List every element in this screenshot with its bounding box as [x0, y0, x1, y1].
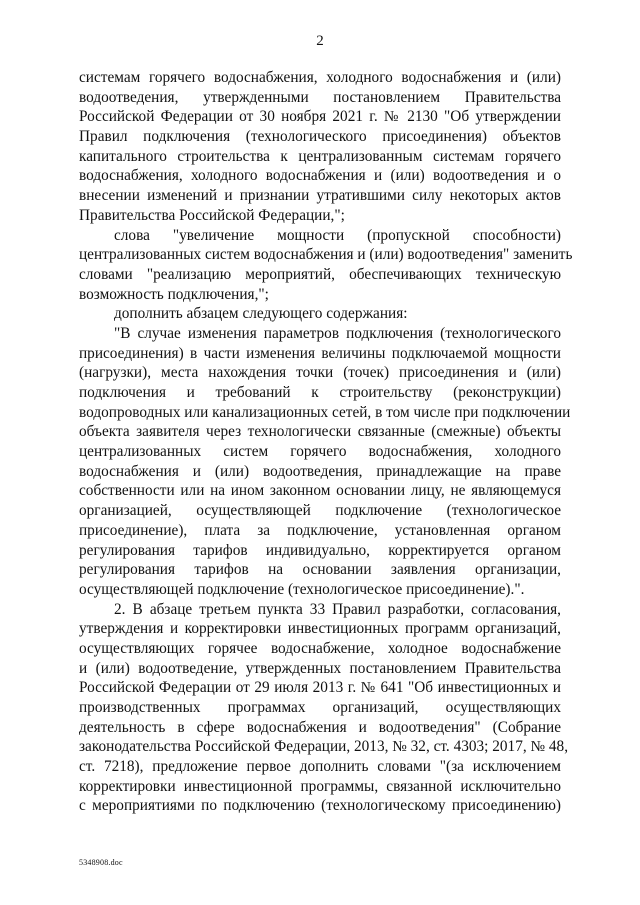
page-number: 2 — [316, 33, 324, 49]
text-line: объекта заявителя через технологически связанные (смежные) объекты — [79, 423, 561, 441]
text-line: дополнить абзацем следующего содержания: — [114, 305, 408, 323]
text-line: присоединение), плата за подключение, установленная органом — [79, 521, 561, 539]
text-line: Российской Федерации от 30 ноября 2021 г. № 2130 "Об утверждении — [79, 108, 561, 126]
footer-file-code: 5348908.doc — [79, 858, 123, 867]
text-line: возможность подключения,"; — [79, 285, 269, 303]
text-line: Российской Федерации от 29 июля 2013 г. № 641 "Об инвестиционных и — [79, 679, 561, 697]
text-line: водоснабжения, холодного водоснабжения и (или) водоотведения и о — [79, 167, 561, 185]
text-line: осуществляющей подключение (технологическое присоединение).". — [79, 580, 525, 598]
text-line: 2. В абзаце третьем пункта 33 Правил разработки, согласования, — [114, 600, 561, 618]
text-line: организацией, осуществляющей подключение (технологическое — [79, 502, 561, 520]
text-line: с мероприятиями по подключению (технологическому присоединению) — [79, 797, 561, 815]
text-line: внесении изменений и признании утратившими силу некоторых актов — [79, 187, 561, 205]
text-line: регулирования тарифов индивидуально, корректируется органом — [79, 541, 561, 559]
text-line: водоснабжения и (или) водоотведения, принадлежащие на праве — [79, 462, 561, 480]
text-line: системам горячего водоснабжения, холодного водоснабжения и (или) — [79, 69, 561, 86]
text-line: "В случае изменения параметров подключения (технологического — [114, 324, 561, 342]
text-line: капитального строительства к централизованным системам горячего — [79, 147, 561, 165]
text-line: Правил подключения (технологического присоединения) объектов — [79, 128, 561, 146]
text-line: водопроводных или канализационных сетей, в том числе при подключении — [79, 403, 571, 421]
text-line: (нагрузки), места нахождения точки (точек) присоединения и (или) — [79, 364, 561, 382]
text-line: подключения и требований к строительству (реконструкции) — [79, 384, 561, 401]
text-line: централизованных систем горячего водоснабжения, холодного — [79, 443, 561, 461]
text-line: водоотведения, утвержденными постановлением Правительства — [79, 88, 561, 106]
text-line: слова "увеличение мощности (пропускной способности) — [114, 226, 561, 244]
text-line: ст. 7218), предложение первое дополнить словами "(за исключением — [79, 758, 561, 776]
text-line: Правительства Российской Федерации,"; — [79, 206, 345, 224]
text-line: осуществляющих горячее водоснабжение, холодное водоснабжение — [79, 639, 561, 657]
text-line: законодательства Российской Федерации, 2013, № 32, ст. 4303; 2017, № 48, — [79, 738, 569, 756]
text-line: деятельность в сфере водоснабжения и водоотведения" (Собрание — [79, 718, 561, 736]
text-line: корректировки инвестиционной программы, связанной исключительно — [79, 777, 561, 795]
text-line: собственности или на ином законном основании лицу, не являющемуся — [79, 482, 561, 500]
text-line: и (или) водоотведение, утвержденных постановлением Правительства — [79, 659, 561, 677]
text-line: словами "реализацию мероприятий, обеспечивающих техническую — [79, 265, 561, 283]
text-line: централизованных систем водоснабжения и (или) водоотведения" заменить — [79, 246, 573, 264]
text-line: присоединения) в части изменения величины подключаемой мощности — [79, 344, 561, 362]
document-body — [79, 68, 573, 816]
text-line: производственных программах организаций, осуществляющих — [79, 699, 561, 716]
text-line: утверждения и корректировки инвестиционных программ организаций, — [79, 620, 561, 638]
text-line: регулирования тарифов на основании заявления организации, — [79, 561, 561, 579]
